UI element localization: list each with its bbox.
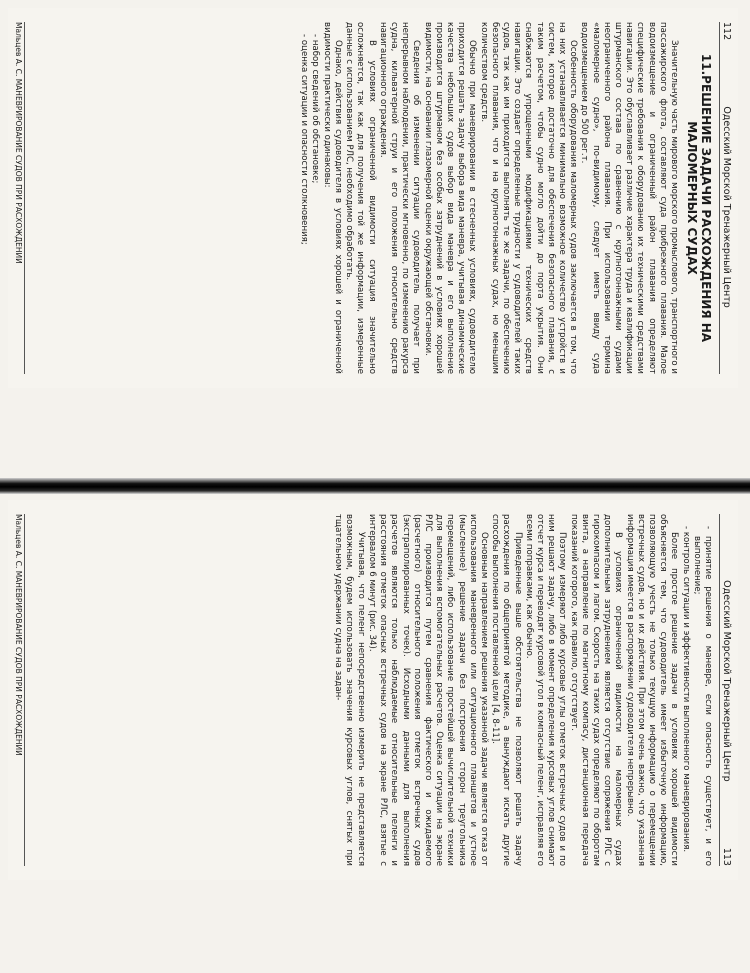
running-footer: Мальцев А. С. МАНЕВРИРОВАНИЕ СУДОВ ПРИ РАСХОЖДЕНИИ	[14, 22, 25, 374]
paragraph: Учитывая, что пеленг непосредственно измерить не представляется возможным, будем использовать значения курсовых углов, снятых при тщательном удержании судна на задан-	[333, 514, 366, 866]
page-number: 112	[721, 22, 732, 41]
header-text: Одесский Морской Тренажерный Центр	[721, 106, 732, 308]
list-item: - набор сведений об обстановке;	[310, 34, 321, 184]
running-header	[719, 22, 732, 374]
header-text: Одесский Морской Тренажерный Центр	[721, 580, 732, 782]
running-header	[719, 514, 732, 866]
paragraph: Особенность оборудования маломерных судов заключается в том, что на них устанавливается минимально возможное количество устройств и систем, которое достаточно для обеспечения безопасного плавания, с таким расчетом, чтобы судно могло дойти до порта укрытия. Они снабжаются упрощенными модификациями технических средств навигации. Это создает определенные трудности у судоводителей таких судов, так как им приходится выполнять те же задачи, по обеспечению безопасного плавания, что и на крупнотоннажных судах, но меньшим количеством средств.	[478, 22, 579, 374]
paragraph: Однако, действия судоводителя в условиях хорошей и ограниченной видимости практически одинаковы:	[321, 22, 343, 374]
list-item: - контроль ситуации и эффективности выполненного маневрирования.	[680, 526, 691, 853]
page-number: 113	[721, 847, 732, 866]
paragraph: Более простое решение задачи в условиях хорошей видимости объясняется тем, что судоводитель имеет избыточную информацию, позволяющую учесть не только текущую информацию о перемещении встречных судов, но и их действия. При этом очень важно, что указанная информация имеется в распоряжении судоводителя непрерывно.	[624, 514, 680, 866]
paragraph: В условиях ограниченной видимости ситуация значительно осложняется, так как для получения той же информации, измеренные данные с использованием РЛС, необходимо обработать.	[344, 22, 377, 374]
page-112	[8, 8, 738, 388]
section-title: 11.РЕШЕНИЕ ЗАДАЧИ РАСХОЖДЕНИЯ НА МАЛОМЕРНЫХ СУДАХ	[685, 53, 713, 343]
paragraph: Сведения об изменении ситуации судоводитель получает при непрерывном наблюдении, практически мгновенно, по изменению ракурса судна, кильватерной струи и его положения относительно средств навигационного ограждения.	[377, 22, 422, 374]
paragraph: Основным направлением решения указанной задачи является отказ от использования маневренного или ситуационного планшетов и устное (мысленное) решение задачи без построения сторон треугольника перемещений, либо использование простейшей вычислительной техники для выполнения вспомогательных расчетов. Оценка ситуации на экране РЛС производится путем сравнения фактического и ожидаемого (расчетного) относительного положения отметок встречных судов (экстраполированных точек). Исходными данными для выполнения расчетов являются только наблюдаемые относительные пеленги и расстояния отметок опасных встречных судов на экране РЛС, взятые с интервалом 6 минут (рис. 34).	[366, 514, 489, 866]
book-binding-shadow	[0, 478, 750, 494]
list-item: - оценка ситуации и опасности столкновения;	[299, 34, 310, 245]
list-item: - принятие решения о маневре, если опасность существует, и его выполнение;	[691, 526, 713, 866]
page-113	[8, 500, 738, 880]
paragraph: В условиях ограниченной видимости на маломерных судах дополнительным затруднением является отсутствие сопряжения РЛС с гирокомпасом и лагом. Скорость на таких судах определяют по оборотам винта, а направление по магнитному компасу, дистанционная передача показаний которого, как правило, отсутствует.	[568, 514, 624, 866]
paragraph: Поэтому измеряют либо курсовые углы отметок встречных судов и по ним решают задачу, либо в момент определения курсовых углов снимают отсчет курса и переводят курсовой угол в компасный пеленг, исправляя его всеми поправками, как обычно.	[523, 514, 568, 866]
running-footer: Мальцев А. С. МАНЕВРИРОВАНИЕ СУДОВ ПРИ РАСХОЖДЕНИИ	[14, 514, 25, 866]
paragraph: Приведенные выше обстоятельства не позволяют решать задачу расхождения по общепринятой методике, а вынуждают искать другие способы выполнения поставленной цели [4, 8-11].	[490, 514, 523, 866]
paragraph: Значительную часть мирового морского промыслового, транспортного и пассажирского флота, составляют суда прибрежного плавания. Малое водоизмещение и ограниченный район плавания определяют специфические требования к оборудованию их техническими средствами навигации. Это обуславливает различие характера труда и квалификации штурманского состава по сравнению с крупнотоннажными судами неограниченного района плавания. При использовании термина «маломерное судно», по-видимому, следует иметь ввиду суда водоизмещением до 500 рег.т.	[579, 22, 679, 374]
paragraph: Обычно при маневрировании в стесненных условиях, судоводителю приходится решать задачу выбора вида маневра, учитывая динамические качества небольших судов выбор вида маневра и его выполнение производится штурманом без особых затруднений в условиях хорошей видимости, на основании глазомерной оценки окружающей обстановки.	[422, 22, 478, 374]
